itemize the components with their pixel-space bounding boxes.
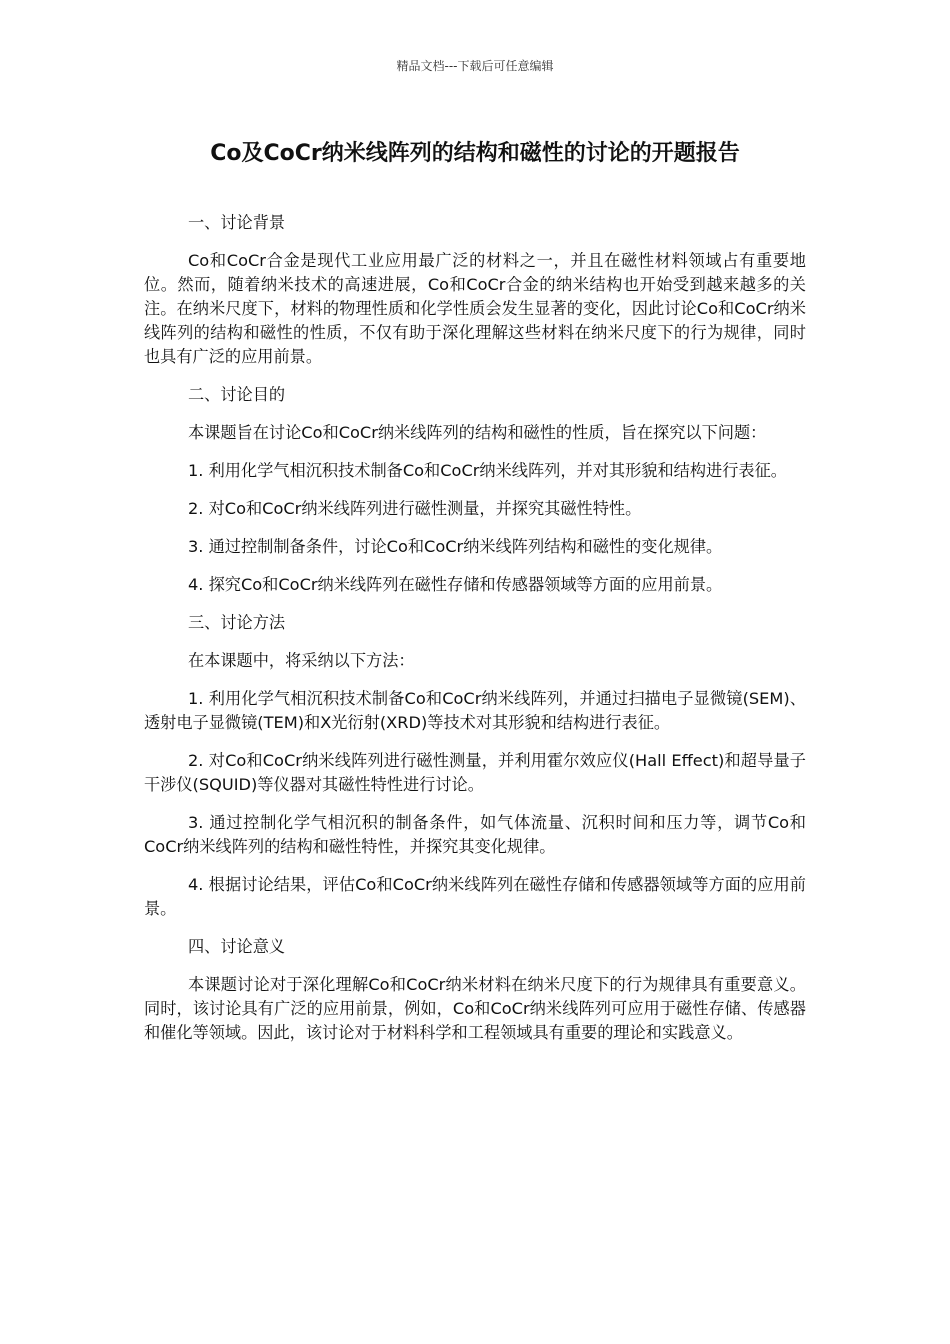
- methods-item: 2. 对Co和CoCr纳米线阵列进行磁性测量，并利用霍尔效应仪(Hall Effect)和超导量子干涉仪(SQUID)等仪器对其磁性特性进行讨论。: [144, 751, 806, 794]
- section-heading-significance: 四、讨论意义: [188, 937, 286, 956]
- header-note: 精品文档---下载后可任意编辑: [396, 59, 554, 73]
- background-paragraph: Co和CoCr合金是现代工业应用最广泛的材料之一，并且在磁性材料领域占有重要地位。然而，随着纳米技术的高速进展，Co和CoCr合金的纳米结构也开始受到越来越多的关注。在纳米尺度下，材料的物理性质和化学性质会发生显著的变化，因此讨论Co和CoCr纳米线阵列的结构和磁性的性质，不仅有助于深化理解这些材料在纳米尺度下的行为规律，同时也具有广泛的应用前景。: [144, 251, 806, 366]
- methods-intro: 在本课题中，将采纳以下方法：: [188, 651, 415, 670]
- methods-item: 3. 通过控制化学气相沉积的制备条件，如气体流量、沉积时间和压力等，调节Co和CoCr纳米线阵列的结构和磁性特性，并探究其变化规律。: [144, 813, 806, 856]
- purpose-item: 4. 探究Co和CoCr纳米线阵列在磁性存储和传感器领域等方面的应用前景。: [188, 575, 723, 594]
- methods-item: 1. 利用化学气相沉积技术制备Co和CoCr纳米线阵列，并通过扫描电子显微镜(SEM)、透射电子显微镜(TEM)和X光衍射(XRD)等技术对其形貌和结构进行表征。: [144, 689, 806, 732]
- purpose-item: 2. 对Co和CoCr纳米线阵列进行磁性测量，并探究其磁性特性。: [188, 499, 642, 518]
- methods-item: 4. 根据讨论结果，评估Co和CoCr纳米线阵列在磁性存储和传感器领域等方面的应用前景。: [144, 875, 806, 918]
- document-body: [144, 211, 806, 1059]
- document-title: Co及CoCr纳米线阵列的结构和磁性的讨论的开题报告: [210, 141, 740, 166]
- significance-paragraph: 本课题讨论对于深化理解Co和CoCr纳米材料在纳米尺度下的行为规律具有重要意义。同时，该讨论具有广泛的应用前景，例如，Co和CoCr纳米线阵列可应用于磁性存储、传感器和催化等领域。因此，该讨论对于材料科学和工程领域具有重要的理论和实践意义。: [144, 975, 806, 1042]
- purpose-intro: 本课题旨在讨论Co和CoCr纳米线阵列的结构和磁性的性质，旨在探究以下问题：: [188, 423, 767, 442]
- purpose-item: 3. 通过控制制备条件，讨论Co和CoCr纳米线阵列结构和磁性的变化规律。: [188, 537, 723, 556]
- purpose-item: 1. 利用化学气相沉积技术制备Co和CoCr纳米线阵列，并对其形貌和结构进行表征。: [188, 461, 787, 480]
- section-heading-background: 一、讨论背景: [188, 213, 286, 232]
- section-heading-purpose: 二、讨论目的: [188, 385, 286, 404]
- section-heading-methods: 三、讨论方法: [188, 613, 286, 632]
